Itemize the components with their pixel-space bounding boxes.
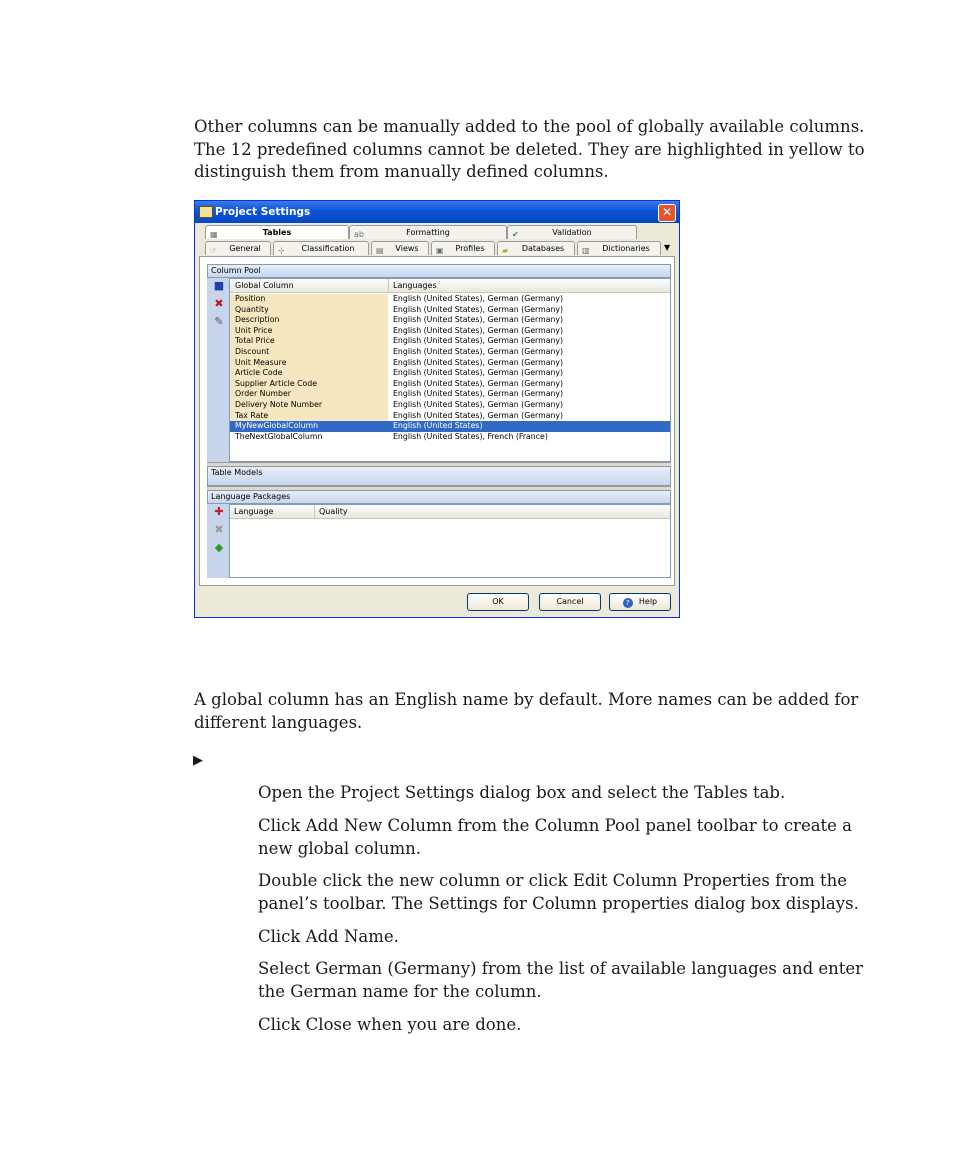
checkmark-icon: ✔	[512, 230, 519, 239]
ok-button[interactable]: OK	[467, 593, 529, 611]
formatting-icon: ab	[354, 230, 364, 239]
tab-general[interactable]: ☞ General	[205, 241, 271, 255]
table-row[interactable]	[230, 400, 670, 411]
languages-cell: English (United States), German (Germany)	[393, 400, 564, 409]
table-row[interactable]	[230, 368, 670, 379]
table-row[interactable]	[230, 432, 670, 443]
project-settings-icon	[199, 206, 213, 218]
column-pool-grid	[229, 278, 671, 462]
delete-column-icon[interactable]: ✖	[214, 297, 224, 310]
intro-paragraph: Other columns can be manually added to the pool of globally available columns. The 12 predefined columns cannot be deleted. They are highlighted in yellow to distinguish them from manually defined columns.	[194, 117, 865, 181]
language-packages-toolbar	[207, 504, 229, 578]
close-button[interactable]: ✕	[658, 204, 676, 222]
step-5: Select German (Germany) from the list of available languages and enter the German name for the column.	[258, 959, 864, 1001]
languages-cell: English (United States), German (Germany)	[393, 336, 564, 346]
tab-validation[interactable]: ✔ Validation	[507, 225, 637, 239]
views-icon: ▤	[376, 246, 384, 255]
global-column-cell: Order Number	[230, 389, 388, 400]
global-column-cell: Article Code	[230, 368, 388, 379]
language-packages-grid	[229, 504, 671, 578]
table-row[interactable]	[230, 326, 670, 337]
tab-profiles[interactable]: ▣ Profiles	[431, 241, 495, 255]
tab-dictionaries[interactable]: ▥ Dictionaries	[577, 241, 661, 255]
languages-cell: English (United States), German (Germany)	[393, 325, 564, 335]
languages-cell: English (United States), German (Germany)	[393, 357, 564, 367]
header-languages[interactable]: Languages	[393, 281, 437, 290]
table-row[interactable]	[230, 411, 670, 422]
global-column-cell: Unit Measure	[230, 358, 388, 369]
languages-cell: English (United States), German (Germany)	[393, 389, 564, 399]
tab-scroll-icon[interactable]: ▼	[664, 243, 671, 252]
add-new-column-icon[interactable]: ■	[213, 279, 225, 292]
global-column-cell: TheNextGlobalColumn	[235, 431, 323, 441]
table-icon: ▦	[210, 230, 218, 239]
step-6: Click Close when you are done.	[258, 1015, 522, 1034]
help-label: Help	[638, 597, 658, 606]
languages-cell: English (United States), German (Germany)	[393, 410, 564, 420]
table-models-title: Table Models	[211, 468, 263, 477]
table-row[interactable]	[230, 336, 670, 347]
databases-icon: ▰	[502, 246, 509, 255]
dialog-title: Project Settings	[215, 206, 311, 218]
add-language-icon[interactable]: ✚	[214, 505, 224, 518]
column-pool-toolbar	[207, 278, 229, 462]
tab-databases[interactable]: ▰ Databases	[497, 241, 575, 255]
languages-cell: English (United States), German (Germany)	[393, 347, 564, 356]
language-properties-icon[interactable]: ◆	[214, 541, 224, 554]
profiles-icon: ▣	[436, 246, 444, 255]
table-models-header[interactable]	[207, 466, 671, 486]
help-button[interactable]	[609, 593, 671, 611]
tables-tab-content	[203, 260, 671, 580]
tab-formatting[interactable]: ab Formatting	[349, 225, 507, 239]
tab-classification[interactable]: ⊹ Classification	[273, 241, 369, 255]
body-paragraph: A global column has an English name by default. More names can be added for different languages.	[194, 690, 859, 732]
global-column-cell: Total Price	[230, 336, 388, 347]
languages-cell: English (United States), German (Germany)	[393, 378, 564, 388]
language-packages-header: Language Packages	[207, 490, 671, 504]
table-row[interactable]	[230, 379, 670, 390]
table-row[interactable]	[230, 347, 670, 358]
languages-cell: English (United States), French (France)	[393, 431, 548, 441]
project-settings-dialog	[194, 200, 680, 618]
table-row[interactable]	[230, 305, 670, 316]
step-2: Click Add New Column from the Column Pool panel toolbar to create a new global column.	[258, 816, 853, 858]
step-1: Open the Project Settings dialog box and select the Tables tab.	[258, 783, 786, 802]
remove-language-icon[interactable]: ✖	[214, 523, 224, 536]
tab-row-primary	[199, 225, 675, 240]
languages-cell: English (United States), German (Germany)	[393, 368, 564, 378]
edit-column-properties-icon[interactable]: ✎	[214, 315, 224, 328]
tab-views[interactable]: ▤ Views	[371, 241, 429, 255]
table-row[interactable]	[230, 421, 670, 432]
help-icon: ?	[623, 598, 633, 608]
procedure-arrow-icon: ▶	[193, 753, 203, 768]
header-quality[interactable]: Quality	[319, 507, 348, 516]
dictionaries-icon: ▥	[582, 246, 590, 255]
tab-tables[interactable]: ▦ Tables	[205, 225, 349, 239]
header-language[interactable]: Language	[234, 507, 274, 516]
global-column-cell: MyNewGlobalColumn	[230, 421, 388, 432]
title-bar	[195, 201, 679, 223]
header-global-column[interactable]: Global Column	[235, 281, 294, 290]
global-column-cell: Quantity	[230, 305, 388, 316]
global-column-cell: Delivery Note Number	[230, 400, 388, 411]
languages-cell: English (United States), German (Germany)	[393, 294, 564, 303]
language-packages-grid-header	[230, 505, 670, 519]
languages-cell: English (United States), German (Germany)	[393, 315, 564, 325]
tab-row-secondary	[199, 241, 675, 256]
global-column-cell: Tax Rate	[230, 411, 388, 422]
global-column-cell: Discount	[230, 347, 388, 358]
table-row[interactable]	[230, 315, 670, 326]
classification-icon: ⊹	[278, 246, 285, 255]
column-pool-grid-header	[230, 279, 670, 293]
languages-cell: English (United States), German (Germany)	[393, 304, 564, 314]
step-3: Double click the new column or click Edit Column Properties from the panel’s toolbar. The Settings for Column properties dialog box displays.	[258, 871, 859, 913]
languages-cell: English (United States)	[393, 421, 483, 431]
cancel-button[interactable]: Cancel	[539, 593, 601, 611]
global-column-cell: Description	[230, 315, 388, 326]
step-4: Click Add Name.	[258, 927, 399, 946]
table-row[interactable]	[230, 294, 670, 305]
global-column-cell: Supplier Article Code	[230, 379, 388, 390]
table-row[interactable]	[230, 389, 670, 400]
table-row[interactable]	[230, 358, 670, 369]
column-pool-header: Column Pool	[207, 264, 671, 278]
global-column-cell: Unit Price	[230, 326, 388, 337]
general-icon: ☞	[210, 246, 218, 255]
global-column-cell: Position	[230, 294, 388, 305]
